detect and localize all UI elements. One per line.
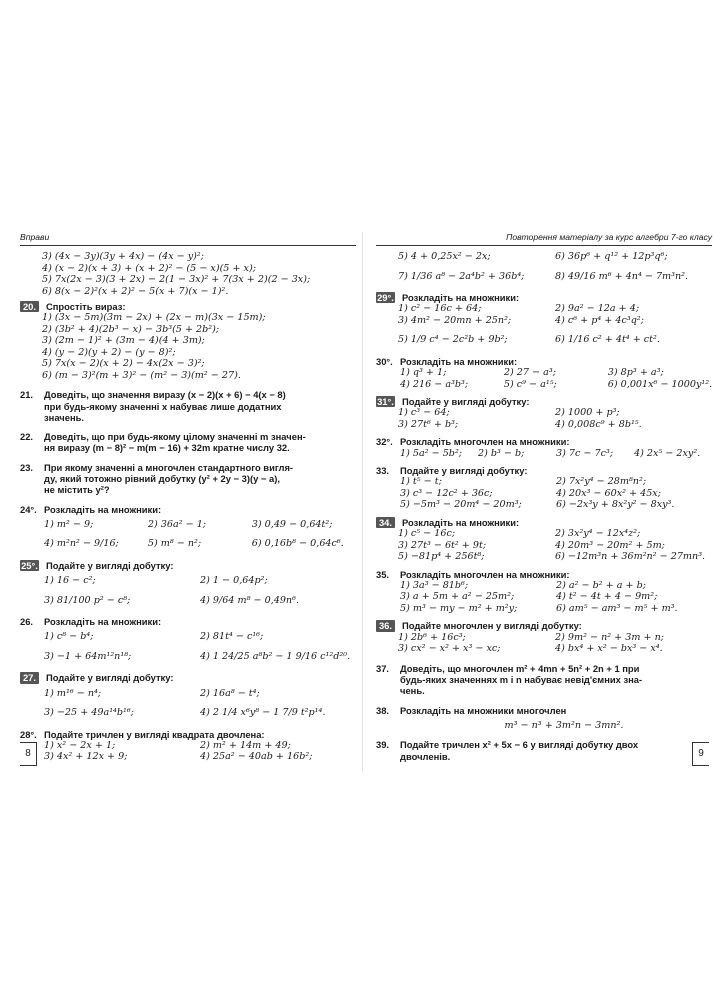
exercise-30: 30°. Розкладіть на множники: 1) q³ + 1; 2) 27 − a³; 3) 8p³ + a³; 4) 216 − a³b³; 5) c⁹ − a¹⁵; 6) 0,001x⁶ − 1000y¹².: [376, 355, 713, 390]
ex38-formula: m³ − n³ + 3m²n − 3mn².: [504, 719, 624, 731]
exercise-23: 23. При якому значенні a многочлен стандартного вигля- ду, який тотожно рівний добутку (y² + 2y − 3)(y − a), не містить y²?: [20, 461, 294, 496]
ex28-continued-row2: 7) 1/36 a⁸ − 2a⁴b² + 36b⁴; 8) 49/16 m⁶ + 4n⁴ − 7m³n².: [398, 270, 689, 282]
exercise-28: 28°. Подайте тричлен у вигляді квадрата двочлена: 1) x² − 2x + 1; 2) m² + 14m + 49; 3) 4x² + 12x + 9; 4) 25a² − 40ab + 16b²;: [20, 728, 313, 763]
exercise-38: 38. Розкладіть на множники многочлен m³ − n³ + 3m²n − 3mn².: [376, 705, 712, 732]
exercise-33: 33. Подайте у вигляді добутку: 1) t⁵ − t; 2) 7x²y⁴ − 28m⁸n²; 3) c³ − 12c² + 36c; 4) 20x³ − 60x² + 45x; 5) −5m³ − 20m⁴ − 20m³; 6) −2x³y + 8x²y² − 8xy³.: [376, 465, 675, 511]
right-page-number: 9: [692, 742, 709, 766]
ex28-continued-row1: 5) 4 + 0,25x² − 2x; 6) 36p⁶ + q¹² + 12p³q⁶;: [398, 251, 668, 262]
left-page-number: 8: [20, 742, 37, 766]
exercise-22: 22. Доведіть, що при будь-якому цілому значенні m значен- ня виразу (m − 8)² − m(m − 16) + 32m кратне числу 32.: [20, 431, 306, 454]
left-page-header: Вправи: [20, 232, 356, 246]
right-page: [376, 232, 712, 772]
exercise-39: 39. Подайте тричлен x² + 5x − 6 у вигляді добутку двох двочленів.: [376, 739, 639, 762]
page-gutter: [362, 232, 363, 772]
exercise-20: 20. Спростіть вираз: 1) (3x − 5m)(3m − 2x) + (2x − m)(3x − 15m); 2) (3b² + 4)(2b³ − x) − 3b³(5 + 2b²); 3) (2m − 1)² + (3m − 4)(4 + 3m); 4) (y − 2)(y + 2) − (y − 8)²; 5) 7x(x − 2)(x + 2) − 4x(2x − 3)²; 6) (m − 3)²(m + 3)² − (m² − 3)(m² − 27).: [20, 301, 356, 381]
exercise-36: 36. Подайте многочлен у вигляді добутку: 1) 2b⁶ + 16c³; 2) 9m² − n² + 3m + n; 3) cx² − x² + x³ − xc; 4) bx⁴ + x² − bx³ − x⁴.: [376, 620, 712, 654]
exercise-24: 24°. Розкладіть на множники: 1) m² − 9; 2) 36a² − 1; 3) 0,49 − 0,64t²; 4) m²n² − 9/16; 5) m⁸ − n²; 6) 0,16b⁸ − 0,64c⁶.: [20, 503, 344, 550]
exercise-26: 26. Розкладіть на множники: 1) c⁸ − b⁴; 2) 81t⁴ − c¹⁶; 3) −1 + 64m¹²n¹⁸; 4) 1 24/25 a⁸b² − 1 9/16 c¹²d²⁰.: [20, 616, 351, 662]
exercise-31: 31°. Подайте у вигляді добутку: 1) c³ − 64; 2) 1000 + p³; 3) 27t⁶ + b³; 4) 0,008c⁹ + 8b¹⁵.: [377, 396, 642, 430]
exercise-21: 21. Доведіть, що значення виразу (x − 2)(x + 6) − 4(x − 8) при будь-якому значенні x набуває лише додатних значень.: [20, 389, 286, 423]
exercise-25: 25°. Подайте у вигляді добутку: 1) 16 − c²; 2) 1 − 0,64p²; 3) 81/100 p² − c⁸; 4) 9/64 m⁸ − 0,49n⁶.: [21, 559, 300, 606]
ex19-continued: 3) (4x − 3y)(3y + 4x) − (4x − y)²; 4) (x − 2)(x + 3) + (x + 2)² − (5 − x)(5 + x); 5) 7x(2x − 3)(3 + 2x) − 2(1 − 3x)² + 7(3x + 2)(2 − 3x); 6) 8(x − 2)²(x + 2)² − 5(x + 7)(x − 1)².: [42, 251, 311, 297]
exercise-37: 37. Доведіть, що многочлен m² + 4mn + 5n² + 2n + 1 при будь-яких значеннях m і n набуває невід'ємних зна- чень.: [376, 662, 643, 697]
exercise-34: 34. Розкладіть на множники: 1) c⁵ − 16c; 2) 3x²y⁴ − 12x⁴z²; 3) 27t³ − 6t² + 9t; 4) 20m³ − 20m² + 5m; 5) −81p⁴ + 256t⁸; 6) −12m³n + 36m²n² − 27mn³.: [376, 517, 712, 563]
exercise-27: 27. Подайте у вигляді добутку: 1) m¹⁶ − n⁴; 2) 16a⁸ − t⁴; 3) −25 + 49a¹⁴b¹⁶; 4) 2 1/4 x⁶y⁸ − 1 7/9 t²p¹⁴.: [20, 672, 356, 718]
right-page-header: Повторення матеріалу за курс алгебри 7-го класу: [376, 232, 712, 246]
exercise-29: 29°. Розкладіть на множники: 1) c² − 16c + 64; 2) 9a² − 12a + 4; 3) 4m² − 20mn + 25n²; 4) c⁶ + p⁴ + 4c³q²; 5) 1/9 c⁴ − 2c²b + 9b²; 6) 1/16 c² + 4t⁴ + ct².: [377, 292, 660, 346]
left-page: [20, 232, 356, 772]
exercise-35: 35. Розкладіть многочлен на множники: 1) 3a³ − 81b⁶; 2) a² − b² + a + b; 3) a + 5m + a² − 25m²; 4) t² − 4t + 4 − 9m²; 5) m³ − my − m² + m²y; 6) am⁵ − am³ − m⁵ + m³.: [376, 568, 678, 614]
exercise-32: 32°. Розкладіть многочлен на множники: 1) 5a² − 5b²; 2) b³ − b; 3) 7c − 7c³; 4) 2x⁵ − 2xy².: [376, 436, 701, 459]
